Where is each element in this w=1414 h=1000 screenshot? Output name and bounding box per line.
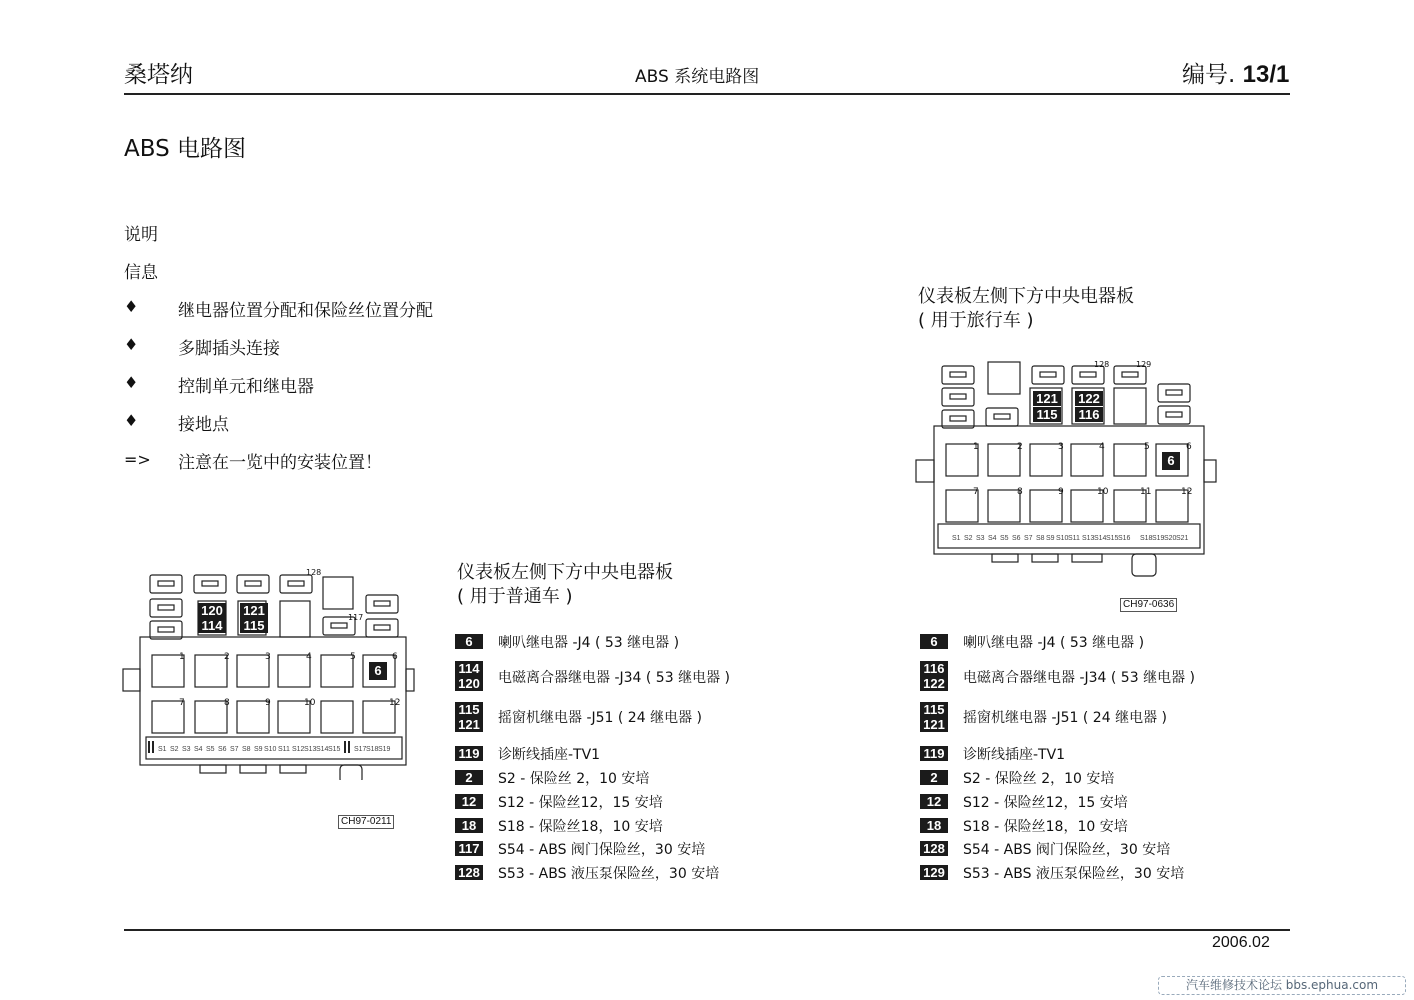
intro-line-1: 说明 <box>124 225 158 245</box>
svg-text:S8: S8 <box>242 746 251 753</box>
legend-text: 电磁离合器继电器 -J34 ( 53 继电器 ) <box>498 670 730 686</box>
legend-badge: 18 <box>455 818 483 833</box>
legend-badge: 12 <box>455 794 483 809</box>
bullet-item: 继电器位置分配和保险丝位置分配 <box>178 301 433 321</box>
legend-badge: 6 <box>455 634 483 649</box>
legend-text: 诊断线插座-TV1 <box>498 747 601 763</box>
header-brand: 桑塔纳 <box>124 62 193 88</box>
svg-text:S14: S14 <box>1094 535 1107 542</box>
legend-badge: 120 <box>455 676 483 691</box>
svg-text:S6: S6 <box>1012 535 1021 542</box>
legend-text: 喇叭继电器 -J4 ( 53 继电器 ) <box>498 635 680 651</box>
svg-text:S11: S11 <box>1068 535 1080 542</box>
arrow-icon: => <box>124 450 151 469</box>
svg-text:S3: S3 <box>182 746 191 753</box>
slot-number: 3 <box>1058 442 1064 452</box>
svg-text:S15: S15 <box>1106 535 1119 542</box>
slot-number: 8 <box>224 698 230 708</box>
slot-number: 2 <box>1017 442 1023 452</box>
legend-badge: 115 <box>455 702 483 717</box>
legend-text: S18 - 保险丝18，10 安培 <box>963 819 1128 835</box>
section-subtitle: ( 用于普通车 ) <box>457 586 573 607</box>
svg-text:S21: S21 <box>1176 535 1189 542</box>
svg-text:S6: S6 <box>218 746 227 753</box>
slot-number: 9 <box>265 698 271 708</box>
svg-text:S5: S5 <box>206 746 215 753</box>
legend-text: 摇窗机继电器 -J51 ( 24 继电器 ) <box>963 710 1167 726</box>
svg-text:S7: S7 <box>1024 535 1033 542</box>
slot-number: 4 <box>1099 442 1105 452</box>
legend-text: S18 - 保险丝18，10 安培 <box>498 819 663 835</box>
svg-text:S15: S15 <box>328 746 341 753</box>
slot-number: 8 <box>1017 487 1023 497</box>
footer-rule <box>124 929 1290 931</box>
svg-text:S20: S20 <box>1164 535 1177 542</box>
footer-date: 2006.02 <box>1212 934 1270 951</box>
relay-badge: 120 <box>198 603 226 618</box>
legend-text: S12 - 保险丝12，15 安培 <box>498 795 663 811</box>
bullet-item: 接地点 <box>178 415 229 435</box>
legend-text: S53 - ABS 液压泵保险丝，30 安培 <box>498 866 720 882</box>
slot-number: 1 <box>179 652 185 662</box>
svg-text:S13: S13 <box>304 746 317 753</box>
legend-text: S12 - 保险丝12，15 安培 <box>963 795 1128 811</box>
section-title: 仪表板左侧下方中央电器板 <box>918 286 1134 307</box>
legend-badge: 12 <box>920 794 948 809</box>
svg-text:S19: S19 <box>1152 535 1165 542</box>
slot-number: 3 <box>265 652 271 662</box>
fuse-label: 128 <box>1094 360 1110 369</box>
svg-text:S14: S14 <box>316 746 329 753</box>
legend-text: 摇窗机继电器 -J51 ( 24 继电器 ) <box>498 710 702 726</box>
slot-number: 9 <box>1058 487 1064 497</box>
svg-text:S1: S1 <box>952 535 961 542</box>
svg-text:S4: S4 <box>988 535 997 542</box>
legend-text: S2 - 保险丝 2，10 安培 <box>963 771 1115 787</box>
bullet-icon: ♦ <box>124 411 139 430</box>
diagram-code: CH97-0211 <box>338 815 394 829</box>
bullet-icon: ♦ <box>124 373 139 392</box>
legend-badge: 128 <box>920 841 948 856</box>
relay-badge: 115 <box>240 618 268 633</box>
relay-badge: 114 <box>198 618 226 633</box>
slot-number: 10 <box>1097 487 1109 497</box>
slot-number: 12 <box>389 698 401 708</box>
svg-text:S18: S18 <box>1140 535 1153 542</box>
arrow-note: 注意在一览中的安装位置！ <box>178 453 382 473</box>
relay-badge: 121 <box>240 603 268 618</box>
slot-number: 7 <box>973 487 979 497</box>
slot-badge: 6 <box>369 662 387 680</box>
bullet-icon: ♦ <box>124 297 139 316</box>
legend-badge: 122 <box>920 676 948 691</box>
legend-text: S2 - 保险丝 2，10 安培 <box>498 771 650 787</box>
svg-text:S18: S18 <box>366 746 379 753</box>
watermark: 汽车维修技术论坛 bbs.ephua.com <box>1158 976 1406 995</box>
legend-badge: 18 <box>920 818 948 833</box>
legend-badge: 117 <box>455 841 483 856</box>
svg-text:S12: S12 <box>292 746 305 753</box>
svg-text:S9: S9 <box>254 746 263 753</box>
legend-text: 喇叭继电器 -J4 ( 53 继电器 ) <box>963 635 1145 651</box>
svg-text:S17: S17 <box>354 746 367 753</box>
svg-text:S8: S8 <box>1036 535 1045 542</box>
slot-number: 4 <box>306 652 312 662</box>
slot-number: 6 <box>392 652 398 662</box>
relay-badge: 121 <box>1033 391 1061 406</box>
legend-text: 诊断线插座-TV1 <box>963 747 1066 763</box>
section-subtitle: ( 用于旅行车 ) <box>918 310 1034 331</box>
legend-badge: 2 <box>455 770 483 785</box>
header-rule <box>124 93 1290 95</box>
slot-number: 5 <box>1144 442 1150 452</box>
legend-badge: 116 <box>920 661 948 676</box>
slot-number: 2 <box>224 652 230 662</box>
slot-number: 10 <box>304 698 316 708</box>
fuse-label: 128 <box>306 568 322 577</box>
header-number: 编号. 13/1 <box>1182 61 1290 88</box>
diagram-code: CH97-0636 <box>1120 598 1177 612</box>
legend-badge: 121 <box>455 717 483 732</box>
legend-badge: 119 <box>920 746 948 761</box>
slot-number: 12 <box>1181 487 1193 497</box>
legend-badge: 115 <box>920 702 948 717</box>
svg-text:S7: S7 <box>230 746 239 753</box>
svg-text:S10: S10 <box>264 746 277 753</box>
relay-badge: 116 <box>1075 407 1103 422</box>
slot-number: 7 <box>179 698 185 708</box>
legend-text: 电磁离合器继电器 -J34 ( 53 继电器 ) <box>963 670 1195 686</box>
svg-text:S19: S19 <box>378 746 391 753</box>
slot-badge: 6 <box>1162 452 1180 470</box>
slot-number: 5 <box>350 652 356 662</box>
fuse-label: 117 <box>348 613 364 622</box>
svg-text:S9: S9 <box>1046 535 1055 542</box>
fuse-label: 129 <box>1136 360 1152 369</box>
legend-badge: 114 <box>455 661 483 676</box>
legend-badge: 129 <box>920 865 948 880</box>
svg-text:S16: S16 <box>1118 535 1131 542</box>
header-title: ABS 系统电路图 <box>635 67 760 87</box>
slot-number: 11 <box>1140 487 1152 497</box>
bullet-item: 控制单元和继电器 <box>178 377 314 397</box>
legend-text: S53 - ABS 液压泵保险丝，30 安培 <box>963 866 1185 882</box>
page-title: ABS 电路图 <box>124 136 247 162</box>
legend-badge: 119 <box>455 746 483 761</box>
svg-text:S10: S10 <box>1056 535 1069 542</box>
bullet-item: 多脚插头连接 <box>178 339 280 359</box>
svg-text:S2: S2 <box>170 746 179 753</box>
slot-number: 1 <box>973 442 979 452</box>
relay-badge: 115 <box>1033 407 1061 422</box>
svg-text:S11: S11 <box>278 746 290 753</box>
svg-text:S3: S3 <box>976 535 985 542</box>
section-title: 仪表板左侧下方中央电器板 <box>457 562 673 583</box>
legend-badge: 121 <box>920 717 948 732</box>
legend-badge: 128 <box>455 865 483 880</box>
svg-text:S1: S1 <box>158 746 167 753</box>
svg-text:S5: S5 <box>1000 535 1009 542</box>
legend-text: S54 - ABS 阀门保险丝，30 安培 <box>963 842 1171 858</box>
legend-badge: 2 <box>920 770 948 785</box>
relay-badge: 122 <box>1075 391 1103 406</box>
svg-text:S2: S2 <box>964 535 973 542</box>
legend-text: S54 - ABS 阀门保险丝，30 安培 <box>498 842 706 858</box>
slot-number: 6 <box>1186 442 1192 452</box>
bullet-icon: ♦ <box>124 335 139 354</box>
intro-line-2: 信息 <box>124 263 158 283</box>
legend-badge: 6 <box>920 634 948 649</box>
svg-text:S13: S13 <box>1082 535 1095 542</box>
svg-text:S4: S4 <box>194 746 203 753</box>
